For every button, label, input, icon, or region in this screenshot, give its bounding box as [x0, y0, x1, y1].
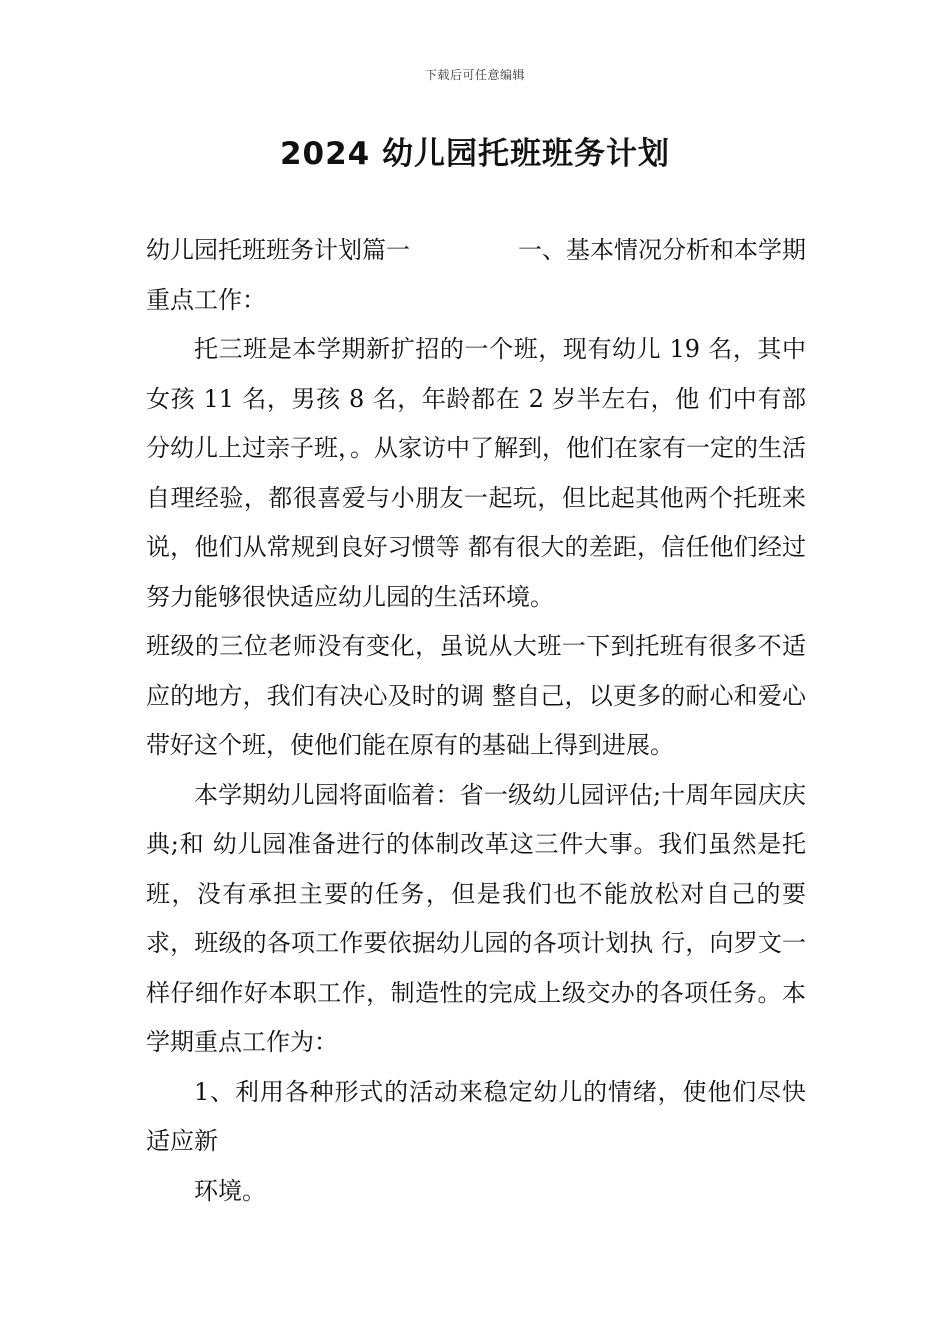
paragraph-semester-events: 本学期幼儿园将面临着：省一级幼儿园评估;十周年园庆庆典;和 幼儿园准备进行的体制改革这三件大事。我们虽然是托班，没有承担主要的任务，但是我们也不能放松对自己的要求，班级的各项工作要依据幼儿园的各项计划执 行，向罗文一样仔细作好本职工作，制造性的完成上级交办的各项任务。本学期重点工作为： — [146, 780, 806, 1056]
document-body — [146, 226, 806, 1216]
document-title: 2024 幼儿园托班班务计划 — [279, 136, 671, 172]
page-header-note: 下载后可任意编辑 — [424, 68, 525, 82]
intro-lead-line — [146, 226, 806, 276]
intro-lead-right: 一、基本情况分析和本学期 — [518, 236, 806, 264]
paragraph-key-task-1-end: 环境。 — [194, 1176, 266, 1205]
intro-lead-continuation: 重点工作： — [146, 285, 266, 314]
paragraph-teachers: 班级的三位老师没有变化，虽说从大班一下到托班有很多不适应的地方，我们有决心及时的调 整自己，以更多的耐心和爱心带好这个班，使他们能在原有的基础上得到进展。 — [146, 632, 806, 759]
paragraph-key-task-1: 1、利用各种形式的活动来稳定幼儿的情绪，使他们尽快适应新 — [146, 1077, 806, 1155]
paragraph-class-overview: 托三班是本学期新扩招的一个班，现有幼儿 19 名，其中女孩 11 名，男孩 8 名，年龄都在 2 岁半左右，他 们中有部分幼儿上过亲子班，。从家访中了解到，他们在家有一定的生活自理经验，都很喜爱与小朋友一起玩，但比起其他两个托班来说，他们从常规到良好习惯等 都有很大的差距，信任他们经过努力能够很快适应幼儿园的生活环境。 — [146, 335, 806, 611]
intro-lead-left: 幼儿园托班班务计划篇一 — [146, 236, 410, 264]
